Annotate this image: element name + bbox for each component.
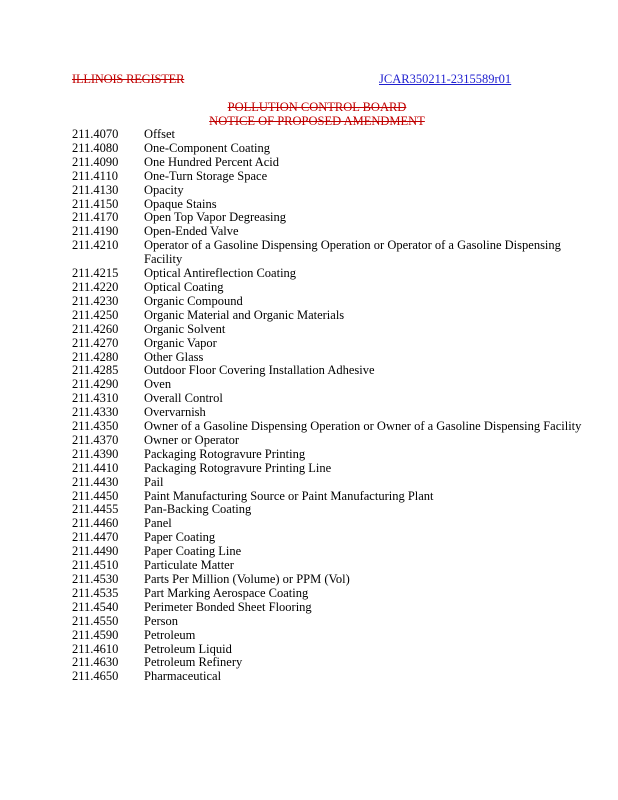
section-title: One-Turn Storage Space — [144, 168, 268, 183]
section-entry — [72, 503, 592, 517]
section-number: 211.4080 — [72, 140, 119, 155]
board-title: POLLUTION CONTROL BOARD — [227, 100, 407, 114]
section-title: Optical Antireflection Coating — [144, 266, 297, 281]
section-number: 211.4450 — [72, 488, 119, 503]
section-entry — [72, 573, 592, 587]
section-number: 211.4350 — [72, 419, 119, 434]
section-title: Petroleum Liquid — [144, 641, 232, 656]
section-entry — [72, 420, 592, 434]
section-entry — [72, 601, 592, 615]
section-title: Parts Per Million (Volume) or PPM (Vol) — [144, 572, 350, 586]
section-number: 211.4610 — [72, 641, 119, 656]
section-entry — [72, 587, 592, 601]
section-title: Operator of a Gasoline Dispensing Operation or Operator of a Gasoline Dispensing Facility — [144, 238, 561, 267]
section-entry — [72, 170, 592, 184]
section-title: Owner or Operator — [144, 432, 240, 447]
section-title: Organic Compound — [144, 293, 243, 308]
section-number: 211.4170 — [72, 210, 119, 225]
section-list — [72, 128, 592, 684]
section-entry — [72, 517, 592, 531]
section-number: 211.4310 — [72, 391, 119, 406]
section-entry — [72, 545, 592, 559]
section-title: Opaque Stains — [144, 196, 217, 211]
section-number: 211.4280 — [72, 349, 119, 364]
section-number: 211.4330 — [72, 405, 119, 420]
section-entry — [72, 392, 592, 406]
section-title: Opacity — [144, 182, 184, 197]
section-title: Overall Control — [144, 391, 223, 406]
section-title: Owner of a Gasoline Dispensing Operation or Owner of a Gasoline Dispensing Facility — [144, 419, 582, 434]
section-entry — [72, 364, 592, 378]
section-entry — [72, 281, 592, 295]
section-number: 211.4270 — [72, 335, 119, 350]
section-title: Particulate Matter — [144, 558, 234, 573]
section-title: Optical Coating — [144, 279, 224, 294]
section-entry — [72, 378, 592, 392]
section-title: Pan-Backing Coating — [144, 502, 252, 517]
section-title: Paper Coating Line — [144, 544, 242, 559]
section-entry — [72, 142, 592, 156]
section-entry — [72, 629, 592, 643]
section-number: 211.4130 — [72, 182, 119, 197]
section-entry — [72, 309, 592, 323]
section-title: Perimeter Bonded Sheet Flooring — [144, 599, 312, 614]
illinois-register-header: ILLINOIS REGISTER — [72, 72, 185, 86]
section-number: 211.4430 — [72, 474, 119, 489]
jcar-link[interactable]: JCAR350211-2315589r01 — [379, 72, 512, 86]
section-title: Organic Material and Organic Materials — [144, 307, 345, 322]
section-number: 211.4150 — [72, 196, 119, 211]
section-number: 211.4510 — [72, 558, 119, 573]
section-number: 211.4460 — [72, 516, 119, 531]
section-title: Person — [144, 613, 179, 628]
section-title: Part Marking Aerospace Coating — [144, 585, 309, 600]
section-number: 211.4470 — [72, 530, 119, 545]
section-entry — [72, 462, 592, 476]
section-number: 211.4410 — [72, 460, 119, 475]
section-title: Panel — [144, 516, 172, 531]
section-entry — [72, 615, 592, 629]
section-entry — [72, 267, 592, 281]
section-number: 211.4390 — [72, 446, 119, 461]
section-title: Open-Ended Valve — [144, 224, 239, 239]
section-number: 211.4190 — [72, 224, 119, 239]
section-title: Open Top Vapor Degreasing — [144, 210, 287, 225]
section-entry — [72, 434, 592, 448]
section-entry — [72, 211, 592, 225]
section-title: Paint Manufacturing Source or Paint Manufacturing Plant — [144, 488, 434, 503]
section-entry — [72, 225, 592, 239]
section-title: Packaging Rotogravure Printing — [144, 446, 306, 461]
section-entry — [72, 337, 592, 351]
section-title: Petroleum — [144, 627, 196, 642]
section-title: Oven — [144, 377, 172, 392]
section-title: Other Glass — [144, 349, 204, 364]
section-number: 211.4070 — [72, 127, 119, 141]
section-entry — [72, 490, 592, 504]
section-number: 211.4220 — [72, 279, 119, 294]
section-title: Paper Coating — [144, 530, 216, 545]
section-number: 211.4285 — [72, 363, 119, 378]
section-entry — [72, 643, 592, 657]
section-entry — [72, 239, 592, 267]
section-title: Packaging Rotogravure Printing Line — [144, 460, 332, 475]
section-number: 211.4530 — [72, 572, 119, 586]
section-entry — [72, 351, 592, 365]
section-title: Offset — [144, 127, 176, 141]
section-title: Petroleum Refinery — [144, 655, 243, 670]
section-number: 211.4090 — [72, 154, 119, 169]
section-number: 211.4650 — [72, 669, 119, 684]
section-number: 211.4230 — [72, 293, 119, 308]
section-entry — [72, 323, 592, 337]
notice-title: NOTICE OF PROPOSED AMENDMENT — [209, 114, 425, 128]
section-number: 211.4210 — [72, 238, 119, 253]
section-number: 211.4540 — [72, 599, 119, 614]
section-number: 211.4490 — [72, 544, 119, 559]
section-title: One-Component Coating — [144, 140, 271, 155]
section-number: 211.4250 — [72, 307, 119, 322]
section-entry — [72, 128, 592, 142]
section-number: 211.4590 — [72, 627, 119, 642]
section-number: 211.4370 — [72, 432, 119, 447]
section-number: 211.4455 — [72, 502, 119, 517]
section-entry — [72, 656, 592, 670]
section-entry — [72, 406, 592, 420]
section-number: 211.4535 — [72, 585, 119, 600]
section-entry — [72, 295, 592, 309]
section-entry — [72, 198, 592, 212]
section-number: 211.4215 — [72, 266, 119, 281]
section-entry — [72, 531, 592, 545]
section-number: 211.4290 — [72, 377, 119, 392]
section-number: 211.4550 — [72, 613, 119, 628]
section-entry — [72, 184, 592, 198]
section-title: Organic Vapor — [144, 335, 217, 350]
section-title: Pail — [144, 474, 164, 489]
section-title: Outdoor Floor Covering Installation Adhesive — [144, 363, 375, 378]
section-entry — [72, 670, 592, 684]
section-number: 211.4260 — [72, 321, 119, 336]
section-entry — [72, 559, 592, 573]
section-title: Pharmaceutical — [144, 669, 222, 684]
section-entry — [72, 156, 592, 170]
section-entry — [72, 476, 592, 490]
section-entry — [72, 448, 592, 462]
section-number: 211.4110 — [72, 168, 118, 183]
section-title: Overvarnish — [144, 405, 206, 420]
section-title: Organic Solvent — [144, 321, 226, 336]
section-number: 211.4630 — [72, 655, 119, 670]
section-title: One Hundred Percent Acid — [144, 154, 280, 169]
